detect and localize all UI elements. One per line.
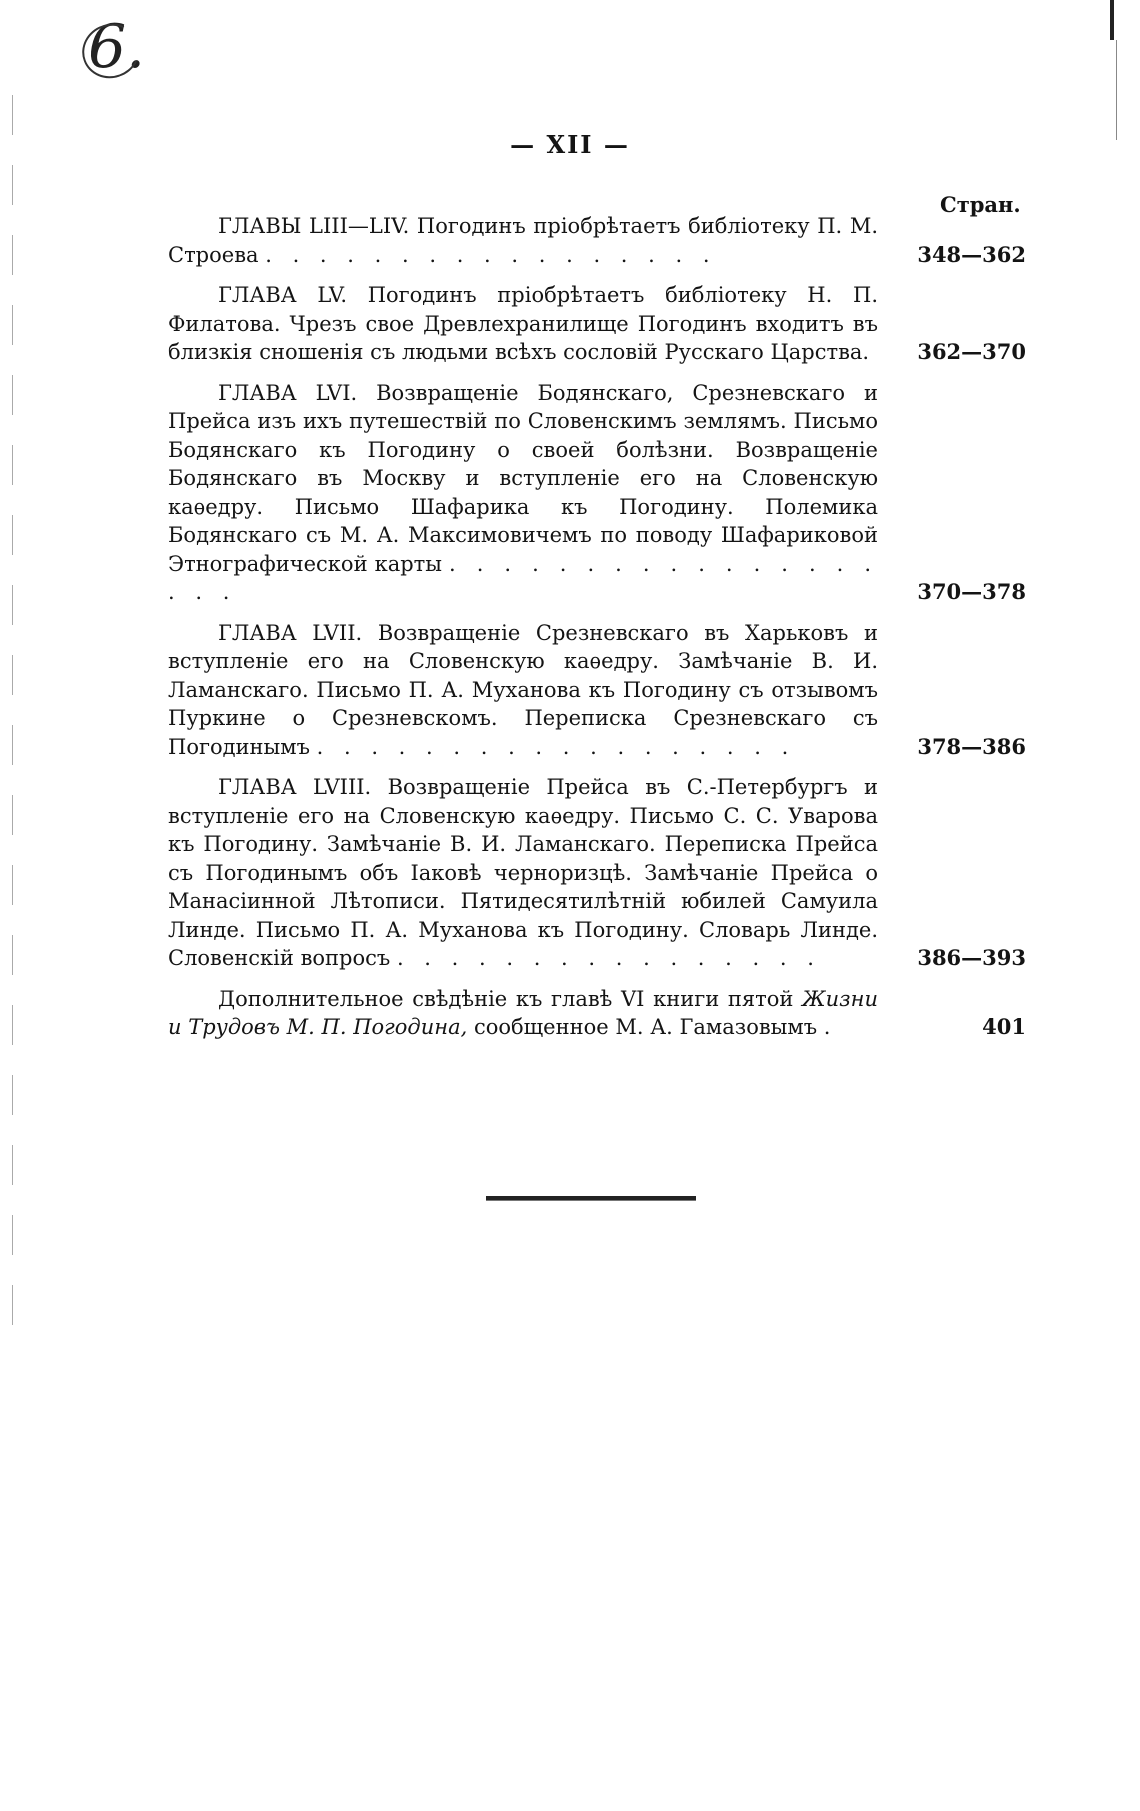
handwritten-page-mark: 6. (88, 12, 146, 82)
toc-entry-chapter-56 (168, 379, 1026, 607)
leader-dots: . . . . . . . . . . . . . . . . . . (316, 734, 796, 759)
closing-rule (486, 1196, 696, 1201)
entry-pages: 401 (982, 1014, 1026, 1039)
corner-scan-mark (1110, 0, 1122, 40)
page-header: — XII — (510, 130, 630, 159)
supplement-book-title: Жизни и Трудовъ М. П. Погодина, (168, 986, 878, 1039)
table-of-contents (168, 212, 1026, 1054)
leader-dots: . . . . . . . . . . . . . . . . (396, 946, 821, 970)
toc-entry-chapters-53-54 (168, 212, 1026, 269)
entry-pages: 386—393 (917, 945, 1026, 970)
entry-pages: 378—386 (917, 733, 1026, 759)
entry-text: ГЛАВА LVII. Возвращеніе Срезневскаго въ Харьковъ и вступленіе его на Словенскую каѳедру. Замѣчаніе В. И. Ламанскаго. Письмо П. А. Муханова къ Погодину съ отзывомъ Пуркине о Срезневскомъ. Переписка Срезневскаго съ Погодинымъ (168, 620, 878, 759)
pages-column-label: Стран. (940, 192, 1021, 217)
margin-scan-line (12, 95, 13, 1325)
leader-dots: . . . . . . . . . . . . . . . . . (265, 242, 717, 267)
toc-entry-chapter-55 (168, 281, 1026, 367)
toc-entry-supplement (168, 985, 1026, 1042)
supplement-text-after: сообщенное М. А. Гамазовымъ (473, 1015, 818, 1039)
supplement-text-before: Дополнительное свѣдѣніе къ главѣ VI книги пятой (218, 986, 794, 1011)
entry-text: ГЛАВА LVIII. Возвращеніе Прейса въ С.-Петербургъ и вступленіе его на Словенскую каѳедру. Письмо С. С. Уварова къ Погодину. Замѣчаніе В. И. Ламанскаго. Переписка Прейса съ Погодинымъ объ Іаковѣ черноризцѣ. Замѣчаніе Прейса о Манасіинной Лѣтописи. Пятидесятилѣтній юбилей Самуила Линде. Письмо П. А. Муханова къ Погодину. Словарь Линде. Словенскій вопросъ (168, 775, 878, 970)
leader-dots: . (823, 1015, 838, 1039)
entry-text: ГЛАВА LV. Погодинъ пріобрѣтаетъ библіотеку Н. П. Филатова. Чрезъ свое Древлехранилище Погодинъ входитъ въ близкія сношенія съ людьми всѣхъ сословій Русскаго Царства. (168, 283, 878, 364)
toc-entry-chapter-58 (168, 773, 1026, 973)
entry-pages: 370—378 (917, 579, 1026, 604)
leader-dots: . . . . . . . . . . . . . . . . . . . (168, 551, 878, 604)
entry-text: ГЛАВЫ LIII—LIV. Погодинъ пріобрѣтаетъ библіотеку П. М. Строева (168, 214, 878, 267)
entry-pages: 348—362 (917, 241, 1026, 267)
entry-text: ГЛАВА LVI. Возвращеніе Бодянскаго, Срезневскаго и Прейса изъ ихъ путешествій по Словенскимъ землямъ. Письмо Бодянскаго къ Погодину о своей болѣзни. Возвращеніе Бодянскаго въ Москву и вступленіе его на Словенскую каѳедру. Письмо Шафарика къ Погодину. Полемика Бодянскаго съ М. А. Максимовичемъ по поводу Шафариковой Этнографической карты (168, 380, 878, 576)
toc-entry-chapter-57 (168, 619, 1026, 762)
entry-pages: 362—370 (917, 339, 1026, 364)
